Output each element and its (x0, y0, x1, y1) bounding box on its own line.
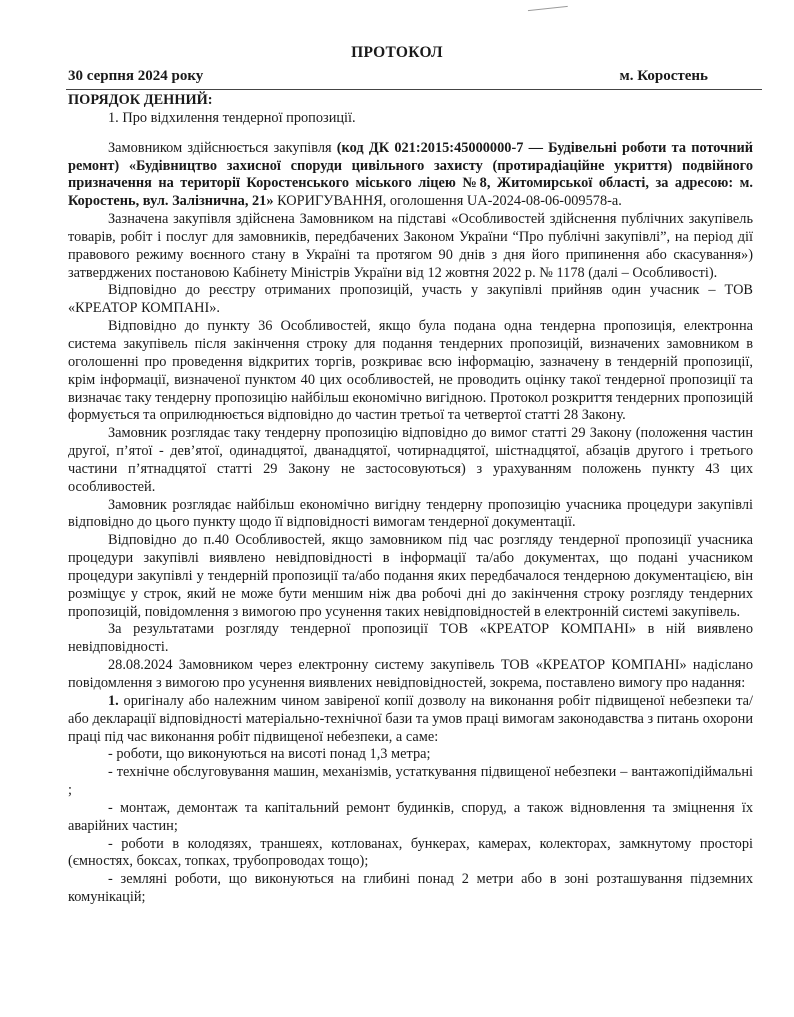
document-title: ПРОТОКОЛ (351, 44, 443, 61)
paragraph-participant: Відповідно до реєстру отриманих пропозицій, участь у закупівлі прийняв один учасник – ТОВ «КРЕАТОР КОМПАНІ». (68, 282, 753, 317)
agenda-item-1: 1. Про відхилення тендерної пропозиції. (108, 109, 356, 126)
requirement-number: 1. (108, 692, 119, 709)
header-meta-row (68, 68, 708, 85)
requirement-text: оригіналу або належним чином завіреної копії дозволу на виконання робіт підвищеної небезпеки та/або декларації відповідності матеріально-технічної бази та умов праці вимогам законодавства з питань охорони праці під час виконання робіт підвищеної небезпеки, а саме: (68, 692, 753, 745)
paragraph-point-40: Відповідно до п.40 Особливостей, якщо замовником під час розгляду тендерної пропозиції учасника процедури закупівлі виявлено невідповідності в інформації та/або документах, що подані учасником процедури закупівлі у тендерній пропозиції та/або подання яких передбачалося тендерною документацією, він розміщує у строк, який не може бути меншим ніж два робочі дні до закінчення строку розгляду тендерних пропозицій, повідомлення з вимогою про усунення таких невідповідностей в електронній системі закупівель. (68, 532, 753, 620)
paragraph-article-29: Замовник розглядає таку тендерну пропозицію відповідно до вимог статті 29 Закону (положення частин другої, п’ятої - дев’ятої, одинадцятої, дванадцятої, чотирнадцятої, шістнадцятої, абзаців другого і третього частини п’ятнадцятої статті 29 Закону не застосовуються) з урахуванням положень пункту 43 цих особливостей. (68, 425, 753, 495)
scan-pen-mark (528, 6, 568, 14)
paragraph-point-36: Відповідно до пункту 36 Особливостей, якщо була подана одна тендерна пропозиція, електронна система закупівель після закінчення строку для подання тендерних пропозицій, визначених замовником в оголошенні про проведення відкритих торгів, розкриває всю інформацію, зазначену в тендерній пропозиції, крім інформації, визначеної пунктом 40 цих особливостей, не проводить оцінку такої тендерної пропозиції та визначає таку тендерну пропозицію найбільш економічно вигідною. Протокол розкриття тендерних пропозицій формується та оприлюднюється відповідно до частин третьої та четвертої статті 28 Закону. (68, 318, 753, 424)
list-item: - роботи в колодязях, траншеях, котлованах, бункерах, камерах, колекторах, замкнутому просторі (ємностях, боксах, топках, трубопроводах тощо); (68, 835, 753, 870)
paragraph-review: Замовник розглядає найбільш економічно вигідну тендерну пропозицію учасника процедури закупівлі відповідно до цього пункту щодо її відповідності вимогам тендерної документації. (68, 496, 753, 531)
agenda-heading: ПОРЯДОК ДЕННИЙ: (68, 92, 213, 108)
requirement-item-1 (68, 693, 753, 747)
header-divider (66, 89, 762, 90)
paragraph-legal-basis: Зазначена закупівля здійснена Замовником на підставі «Особливостей здійснення публічних закупівель товарів, робіт і послуг для замовників, передбачених Законом України “Про публічні закупівлі”, на період дії правового режиму воєнного стану в Україні та протягом 90 днів з дня його припинення або скасування») затверджених постановою Кабінету Міністрів України від 12 жовтня 2022 р. № 1178 (далі – Особливості). (68, 211, 753, 281)
paragraph-procurement-subject (68, 140, 753, 211)
paragraph-text: Замовником здійснюється закупівля (108, 139, 337, 156)
paragraph-review-result: За результатами розгляду тендерної пропозиції ТОВ «КРЕАТОР КОМПАНІ» в ній виявлено невідповідності. (68, 621, 753, 656)
list-item: - монтаж, демонтаж та капітальний ремонт будинків, споруд, а також відновлення та зміцнення їх аварійних частин; (68, 799, 753, 834)
paragraph-text: КОРИГУВАННЯ, оголошення UA-2024-08-06-009578-а. (273, 193, 622, 210)
paragraph-notice: 28.08.2024 Замовником через електронну систему закупівель ТОВ «КРЕАТОР КОМПАНІ» надіслано повідомлення з вимогою про усунення виявлених невідповідностей, зокрема, поставлено вимогу про надання: (68, 657, 753, 691)
document-date: 30 серпня 2024 року (68, 68, 204, 84)
list-item: - технічне обслуговування машин, механізмів, устаткування підвищеної небезпеки – вантажопідіймальні ; (68, 764, 753, 799)
document-city: м. Коростень (619, 68, 708, 84)
list-item: - земляні роботи, що виконуються на глибині понад 2 метри або в зоні розташування підземних комунікацій; (68, 871, 753, 906)
document-body (68, 92, 753, 907)
list-item: - роботи, що виконуються на висоті понад 1,3 метра; (108, 746, 431, 763)
procurement-subject-bold: (код ДК 021:2015:45000000-7 — Будівельні роботи та поточний ремонт) «Будівництво захисної споруди цивільного захисту (протирадіаційне укриття) подвійного призначення на території Коростенського міського ліцею №8, Житомирської області, за адресою: м. Коростень, вул. Залізнична, 21» (68, 139, 753, 210)
